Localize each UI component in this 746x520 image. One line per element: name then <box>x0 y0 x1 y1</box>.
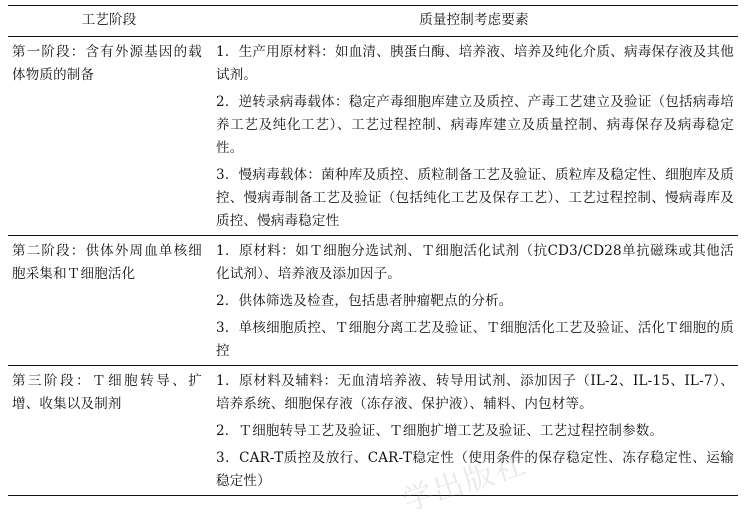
stage-label: 第三阶段：Ｔ细胞转导、扩增、收集以及制剂 <box>12 373 202 412</box>
stage-cell <box>8 236 210 366</box>
considerations-cell <box>210 37 738 236</box>
stage-label: 第二阶段：供体外周血单核细胞采集和Ｔ细胞活化 <box>12 243 202 282</box>
stage-label: 第一阶段：含有外源基因的载体物质的制备 <box>12 44 202 83</box>
consideration-item: 2．供体筛选及检查，包括患者肿瘤靶点的分析。 <box>216 293 513 309</box>
publisher-watermark: 学出版社 <box>398 446 532 519</box>
table-row <box>8 366 738 496</box>
stage-cell <box>8 366 210 496</box>
consideration-item: 1．原材料及辅料：无血清培养液、转导用试剂、添加因子（IL-2、IL-15、IL-7）、培养系统、细胞保存液（冻存液、保护液）、辅料、内包材等。 <box>216 373 734 412</box>
consideration-item: 1．原材料：如Ｔ细胞分选试剂、Ｔ细胞活化试剂（抗CD3/CD28单抗磁珠或其他活化试剂）、培养液及添加因子。 <box>216 243 734 282</box>
consideration-item: 1．生产用原材料：如血清、胰蛋白酶、培养液、培养及纯化介质、病毒保存液及其他试剂。 <box>216 44 734 83</box>
consideration-item: 3．单核细胞质控、Ｔ细胞分离工艺及验证、Ｔ细胞活化工艺及验证、活化Ｔ细胞的质控 <box>216 320 734 359</box>
considerations-cell <box>210 366 738 496</box>
consideration-item: 3．慢病毒载体：菌种库及质控、质粒制备工艺及验证、质粒库及稳定性、细胞库及质控、慢病毒制备工艺及验证（包括纯化工艺及保存工艺）、工艺过程控制、慢病毒库及质控、慢病毒稳定性 <box>216 167 734 229</box>
table-header-row <box>8 6 738 37</box>
table-row <box>8 37 738 236</box>
stage-cell <box>8 37 210 236</box>
quality-control-table <box>8 5 738 496</box>
header-quality-considerations: 质量控制考虑要素 <box>210 6 738 37</box>
header-process-stage: 工艺阶段 <box>8 6 210 37</box>
consideration-item: 2．Ｔ细胞转导工艺及验证、Ｔ细胞扩增工艺及验证、工艺过程控制参数。 <box>216 423 664 439</box>
consideration-item: 3．CAR-T质控及放行、CAR-T稳定性（使用条件的保存稳定性、冻存稳定性、运输稳定性） <box>216 450 734 489</box>
considerations-cell <box>210 236 738 366</box>
table-row <box>8 236 738 366</box>
consideration-item: 2．逆转录病毒载体：稳定产毒细胞库建立及质控、产毒工艺建立及验证（包括病毒培养工艺及纯化工艺）、工艺过程控制、病毒库建立及质量控制、病毒保存及病毒稳定性。 <box>216 94 734 156</box>
